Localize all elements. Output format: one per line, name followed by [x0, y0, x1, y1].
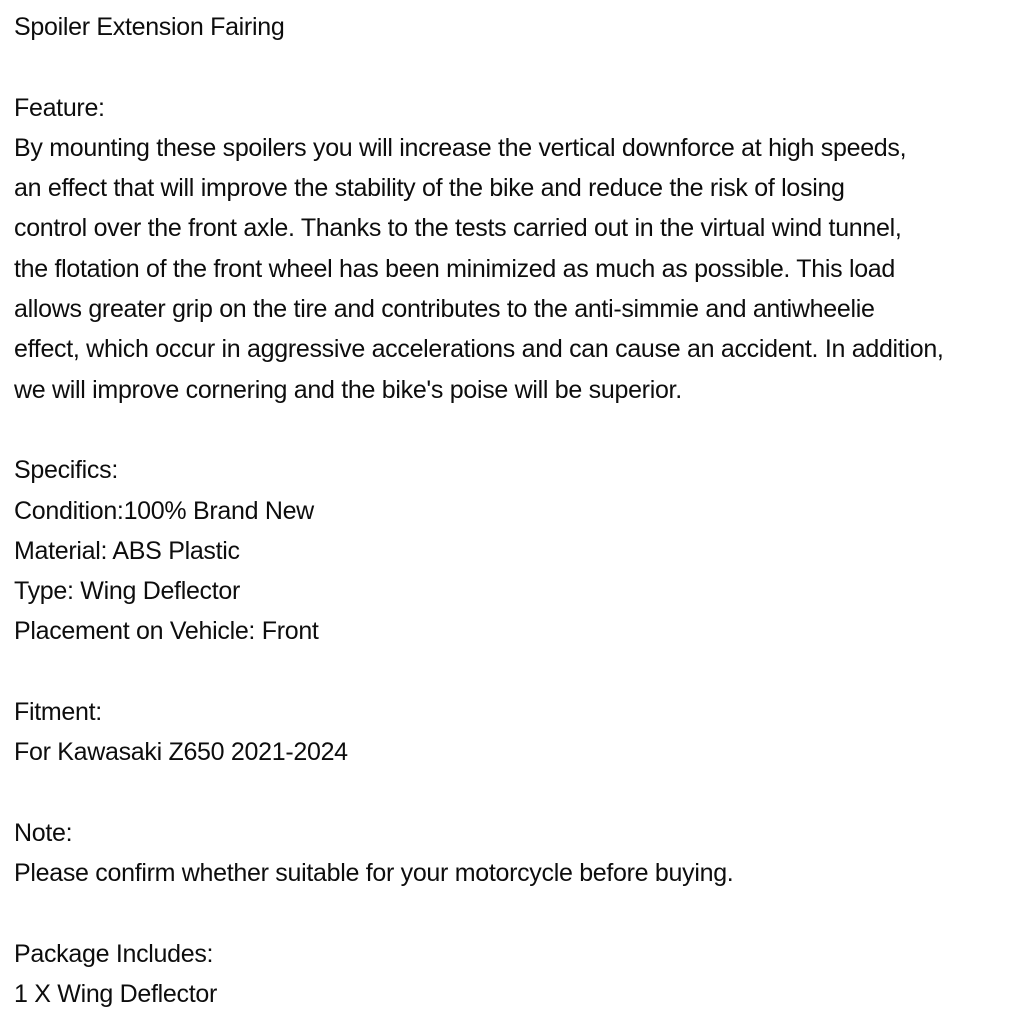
feature-line: we will improve cornering and the bike's poise will be superior.: [14, 375, 682, 404]
fitment-heading: Fitment:: [14, 698, 102, 727]
spacer: [14, 410, 1014, 450]
note-line: Please confirm whether suitable for your motorcycle before buying.: [14, 859, 734, 888]
feature-line: effect, which occur in aggressive accelerations and can cause an accident. In addition,: [14, 335, 944, 364]
spacer: [14, 773, 1014, 813]
specifics-material: Material: ABS Plastic: [14, 536, 240, 565]
note-heading: Note:: [14, 818, 73, 847]
specifics-condition: Condition:100% Brand New: [14, 496, 314, 525]
feature-line: allows greater grip on the tire and contributes to the anti-simmie and antiwheelie: [14, 295, 875, 324]
specifics-placement: Placement on Vehicle: Front: [14, 617, 319, 646]
spacer: [14, 652, 1014, 692]
feature-line: the flotation of the front wheel has been minimized as much as possible. This load: [14, 254, 896, 283]
feature-line: By mounting these spoilers you will increase the vertical downforce at high speeds,: [14, 133, 907, 162]
feature-line: control over the front axle. Thanks to the tests carried out in the virtual wind tunnel,: [14, 214, 902, 243]
fitment-line: For Kawasaki Z650 2021-2024: [14, 738, 348, 767]
specifics-heading: Specifics:: [14, 456, 118, 485]
feature-line: an effect that will improve the stability of the bike and reduce the risk of losing: [14, 174, 845, 203]
spacer: [14, 894, 1014, 934]
page-title: Spoiler Extension Fairing: [14, 13, 285, 41]
feature-heading: Feature:: [14, 93, 105, 122]
package-line: 1 X Wing Deflector: [14, 980, 218, 1009]
specifics-type: Type: Wing Deflector: [14, 577, 241, 606]
package-heading: Package Includes:: [14, 939, 214, 968]
spacer: [14, 47, 1014, 87]
